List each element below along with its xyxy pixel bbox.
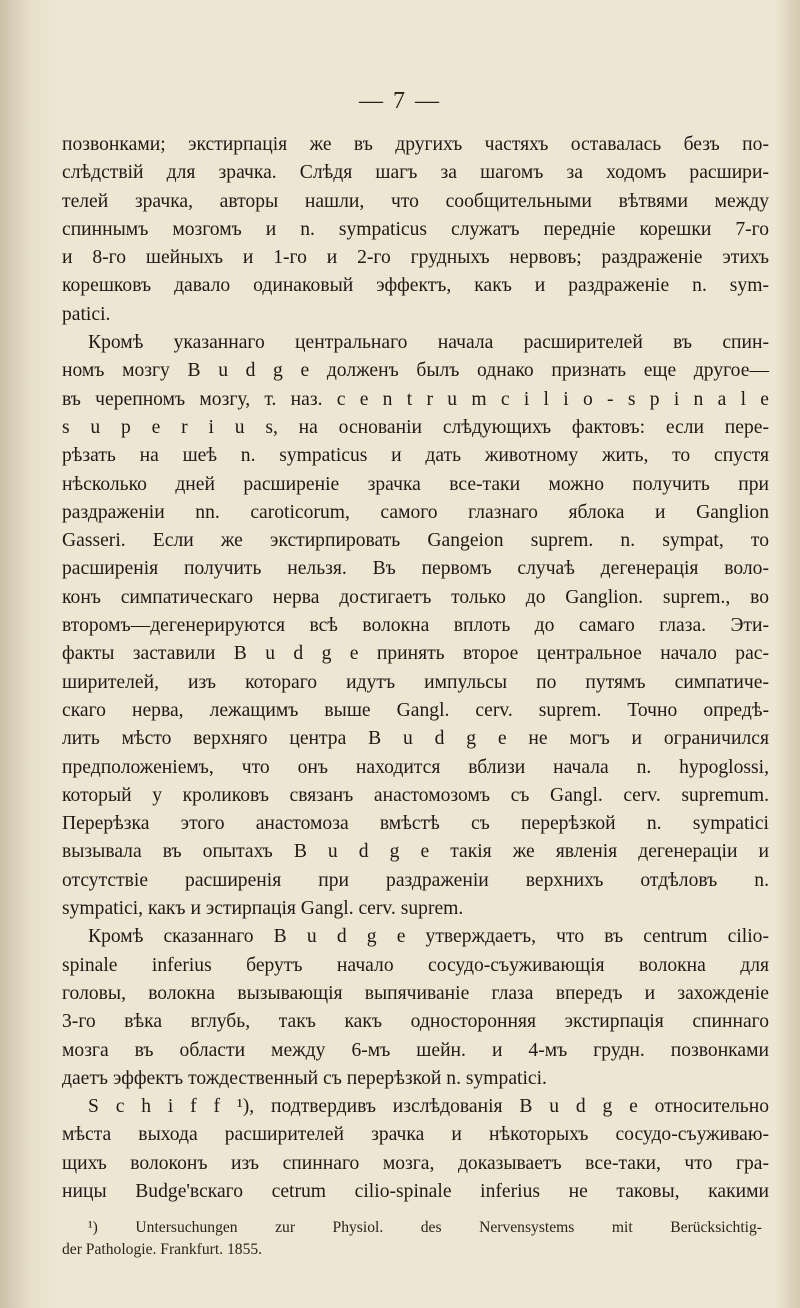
text-line: ширителей, изъ котораго идутъ импульсы по путямъ симпатиче- — [62, 671, 769, 693]
footnote-line: ¹) Untersuchungen zur Physiol. des Nervensystems mit Berücksichtig- — [88, 1219, 762, 1236]
text-line: 3-го вѣка вглубь, такъ какъ односторонняя экстирпація спиннаго — [62, 1011, 769, 1033]
footnote — [62, 1217, 762, 1261]
text-line: позвонками; экстирпація же въ другихъ частяхъ оставалась безъ по- — [62, 134, 769, 155]
text-line: мозга въ области между 6-мъ шейн. и 4-мъ грудн. позвонками — [62, 1039, 769, 1061]
text-line: который у кроликовъ связанъ анастомозомъ съ Gangl. cerv. supremum. — [62, 784, 769, 806]
text-line: S c h i f f ¹), подтвердивъ изслѣдованія B u d g e относительно — [88, 1096, 769, 1118]
text-line: головы, волокна вызывающія выпячиваніе глаза впередъ и захожденіе — [62, 982, 769, 1004]
text-line: и 8-го шейныхъ и 1-го и 2-го грудныхъ нервовъ; раздраженіе этихъ — [62, 247, 769, 269]
text-line: факты заставили B u d g e принять второе центральное начало рас- — [62, 643, 769, 665]
main-text — [62, 131, 769, 1206]
text-line: спиннымъ мозгомъ и n. sympaticus служатъ передніе корешки 7-го — [62, 218, 769, 240]
text-line: Перерѣзка этого анастомоза вмѣстѣ съ перерѣзкой n. sympaticі — [62, 813, 769, 835]
text-line: раздраженіи nn. caroticorum, самого глазнаго яблока и Ganglion — [62, 501, 769, 523]
text-line: второмъ—дегенерируются всѣ волокна вплоть до самаго глаза. Эти- — [62, 615, 769, 637]
text-line: слѣдствій для зрачка. Слѣдя шагъ за шагомъ за ходомъ расшири- — [62, 162, 769, 184]
text-line: spinale inferius берутъ начало сосудо-съуживающія волокна для — [62, 954, 769, 976]
text-line: въ черепномъ мозгу, т. наз. c e n t r u m c i l i o - s p i n a l e — [62, 388, 769, 410]
text-line: ницы Budge'вскаго cetrum cilio-spinale inferius не таковы, какими — [62, 1180, 769, 1202]
text-line: предположеніемъ, что онъ находится вблизи начала n. hypoglossi, — [62, 756, 769, 778]
text-line: скаго нерва, лежащимъ выше Gangl. cerv. suprem. Точно опредѣ- — [62, 699, 769, 721]
text-line: конъ симпатическаго нерва достигаетъ только до Ganglion. suprem., во — [62, 586, 769, 608]
text-line: вызывала въ опытахъ B u d g e такія же явленія дегенераціи и — [62, 841, 769, 863]
text-line: Кромѣ указаннаго центральнаго начала расширителей въ спин- — [88, 332, 769, 354]
text-line: щихъ волоконъ изъ спиннаго мозга, доказываетъ все-таки, что гра- — [62, 1152, 769, 1174]
text-line: отсутствіе расширенія при раздраженіи верхнихъ отдѣловъ n. — [62, 869, 769, 891]
footnote-line: der Pathologie. Frankfurt. 1855. — [62, 1241, 263, 1258]
text-line: лить мѣсто верхняго центра B u d g e не могъ и ограничился — [62, 728, 769, 750]
text-line: рѣзать на шеѣ n. sympaticus и дать животному жить, то спустя — [62, 445, 769, 467]
text-line: нѣсколько дней расширеніе зрачка все-таки можно получить при — [62, 473, 769, 495]
text-line: s u p e r i u s, на основаніи слѣдующихъ фактовъ: если пере- — [62, 416, 769, 438]
text-line: расширенія получить нельзя. Въ первомъ случаѣ дегенерація воло- — [62, 558, 769, 580]
text-line: номъ мозгу B u d g e долженъ былъ однако признать еще другое— — [62, 360, 769, 382]
text-line: даетъ эффектъ тождественный съ перерѣзкой n. sympaticі. — [62, 1067, 547, 1089]
text-line: Gasseri. Если же экстирпировать Gangeion suprem. n. sympat, то — [62, 530, 769, 552]
text-line: sympaticі, какъ и эстирпація Gangl. cerv. suprem. — [62, 898, 464, 920]
text-line: телей зрачка, авторы нашли, что сообщительными вѣтвями между — [62, 190, 769, 212]
text-line: мѣста выхода расширителей зрачка и нѣкоторыхъ сосудо-съуживаю- — [62, 1124, 769, 1146]
text-line: Кромѣ сказаннаго B u d g e утверждаетъ, что въ centrum cilio- — [88, 926, 769, 948]
page-number: — 7 — — [359, 88, 441, 114]
text-line: paticі. — [62, 303, 111, 325]
text-line: корешковъ давало одинаковый эффектъ, какъ и раздраженіе n. sym- — [62, 275, 769, 297]
